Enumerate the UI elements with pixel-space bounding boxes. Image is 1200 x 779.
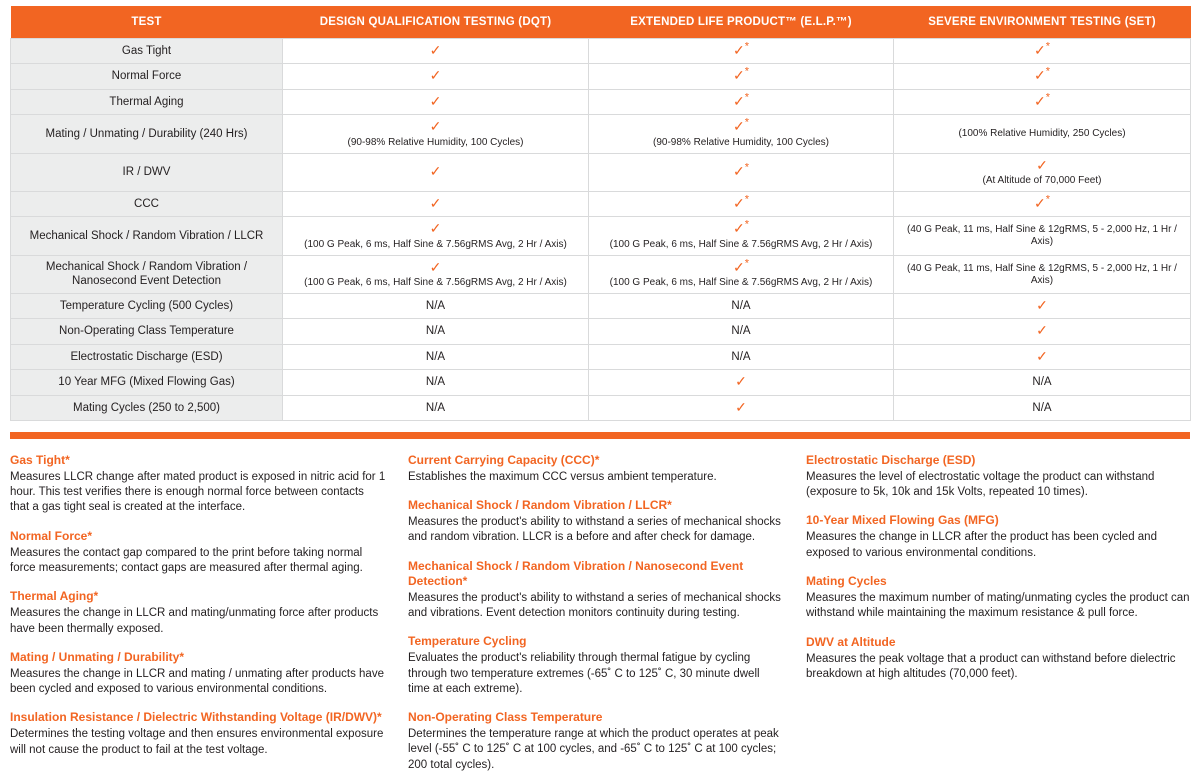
glossary-description: Measures the maximum number of mating/unmating cycles the product can withstand while maintaining the maximum resistance & pull force. — [806, 592, 1190, 620]
na-value: N/A — [731, 325, 751, 338]
glossary-item — [10, 453, 386, 516]
cell-note: (100 G Peak, 6 ms, Half Sine & 7.56gRMS Avg, 2 Hr / Axis) — [609, 277, 873, 288]
table-row — [11, 395, 1191, 420]
table-row — [11, 89, 1191, 114]
checkmark-icon: ✓ — [1036, 297, 1048, 313]
asterisk-marker: * — [744, 218, 749, 231]
glossary-term: DWV at Altitude — [806, 634, 896, 649]
asterisk-marker: * — [1045, 40, 1050, 53]
glossary-description: Evaluates the product's reliability through thermal fatigue by cycling through two temperature extremes (-65˚ C to 125˚ C, 30 minute dwell time at each extreme). — [408, 652, 760, 695]
checkmark-icon: ✓* — [1033, 65, 1050, 84]
row-label: Mating Cycles (250 to 2,500) — [11, 395, 283, 420]
cell-set — [894, 64, 1191, 89]
checkmark-icon: ✓* — [732, 91, 749, 109]
glossary-description: Measures the change in LLCR and mating/unmating force after products have been thermally exposed. — [10, 607, 379, 635]
row-label: CCC — [11, 191, 283, 216]
asterisk-marker: * — [744, 193, 749, 206]
glossary-item — [408, 559, 784, 622]
checkmark-icon: ✓* — [1033, 91, 1050, 109]
checkmark-icon: ✓ — [1036, 322, 1048, 339]
row-label: Normal Force — [11, 64, 283, 89]
cell-note: (100 G Peak, 6 ms, Half Sine & 7.56gRMS Avg, 2 Hr / Axis) — [304, 238, 567, 250]
glossary-item — [408, 498, 784, 546]
cell-elp — [589, 319, 894, 344]
cell-dqt — [283, 153, 589, 191]
cell-dqt — [283, 395, 589, 420]
na-value: N/A — [731, 300, 751, 312]
table-row — [11, 39, 1191, 64]
glossary-term: Gas Tight* — [10, 452, 70, 467]
cell-note: (40 G Peak, 11 ms, Half Sine & 12gRMS, 5 - 2,000 Hz, 1 Hr / Axis) — [907, 224, 1177, 248]
cell-set — [894, 370, 1191, 395]
section-divider — [10, 432, 1190, 439]
cell-set — [894, 294, 1191, 319]
cell-note: (90-98% Relative Humidity, 100 Cycles) — [653, 136, 829, 148]
cell-elp — [589, 370, 894, 395]
cell-note: (At Altitude of 70,000 Feet) — [982, 174, 1102, 186]
cell-elp — [589, 294, 894, 319]
glossary-term: Temperature Cycling — [408, 634, 527, 649]
table-row — [11, 64, 1191, 89]
row-label: IR / DWV — [11, 153, 283, 191]
checkmark-icon: ✓ — [429, 92, 442, 109]
table-row — [11, 319, 1191, 344]
checkmark-icon: ✓ — [1036, 347, 1048, 364]
checkmark-icon: ✓* — [732, 40, 749, 58]
glossary-term: 10-Year Mixed Flowing Gas (MFG) — [806, 513, 999, 528]
cell-set — [894, 255, 1191, 293]
cell-elp — [589, 344, 894, 369]
cell-elp — [589, 217, 894, 255]
glossary-item — [10, 589, 386, 637]
glossary-description: Measures the level of electrostatic voltage the product can withstand (exposure to 5k, 10k and 15k Volts, repeated 10 times). — [806, 470, 1155, 499]
table-row — [11, 344, 1191, 369]
cell-set — [894, 39, 1191, 64]
cell-dqt — [283, 217, 589, 255]
glossary-description: Measures LLCR change after mated product is exposed in nitric acid for 1 hour. This test verifies there is enough normal force between contacts that a gas tight seal is created at the interface. — [10, 470, 386, 514]
table-row — [11, 217, 1191, 255]
testing-matrix-table — [10, 6, 1191, 421]
cell-set — [894, 115, 1191, 153]
glossary-term: Mating Cycles — [806, 574, 887, 588]
asterisk-marker: * — [1045, 65, 1050, 78]
glossary-description: Measures the product's ability to withstand a series of mechanical shocks and random vibration. LLCR is a before and after check for damage. — [408, 516, 781, 544]
checkmark-icon: ✓ — [735, 373, 747, 390]
glossary-column-1 — [10, 453, 408, 779]
cell-set — [894, 89, 1191, 114]
cell-note: (100% Relative Humidity, 250 Cycles) — [958, 128, 1126, 140]
na-value: N/A — [425, 325, 446, 338]
table-row — [11, 370, 1191, 395]
column-header-elp: EXTENDED LIFE PRODUCT™ (E.L.P.™) — [589, 6, 894, 39]
checkmark-icon: ✓* — [732, 218, 749, 237]
glossary-term: Mating / Unmating / Durability* — [10, 649, 185, 664]
cell-note: (40 G Peak, 11 ms, Half Sine & 12gRMS, 5 - 2,000 Hz, 1 Hr / Axis) — [907, 262, 1177, 286]
table-row — [11, 153, 1191, 191]
glossary-item — [806, 513, 1190, 561]
row-label: Non-Operating Class Temperature — [11, 319, 283, 344]
cell-elp — [589, 153, 894, 191]
checkmark-icon: ✓* — [732, 161, 749, 179]
cell-dqt — [283, 39, 589, 64]
row-label: Mating / Unmating / Durability (240 Hrs) — [11, 115, 283, 153]
asterisk-marker: * — [1045, 91, 1050, 104]
cell-elp — [589, 115, 894, 153]
cell-dqt — [283, 319, 589, 344]
checkmark-icon: ✓ — [429, 118, 442, 135]
glossary-term: Mechanical Shock / Random Vibration / LLCR* — [408, 498, 672, 513]
checkmark-icon: ✓* — [1033, 40, 1050, 58]
row-label: Mechanical Shock / Random Vibration / Nanosecond Event Detection — [11, 255, 283, 293]
row-label: 10 Year MFG (Mixed Flowing Gas) — [11, 370, 283, 395]
checkmark-icon: ✓ — [1036, 156, 1048, 173]
checkmark-icon: ✓ — [429, 67, 442, 84]
na-value: N/A — [425, 401, 446, 414]
cell-dqt — [283, 64, 589, 89]
cell-dqt — [283, 255, 589, 293]
checkmark-icon: ✓* — [732, 116, 749, 135]
cell-dqt — [283, 115, 589, 153]
asterisk-marker: * — [744, 91, 749, 104]
glossary-description: Measures the product's ability to withstand a series of mechanical shocks and vibrations. Event detection monitors continuity during testing. — [408, 591, 781, 619]
cell-elp — [589, 191, 894, 216]
cell-set — [894, 153, 1191, 191]
glossary-term: Non-Operating Class Temperature — [408, 710, 603, 725]
cell-elp — [589, 89, 894, 114]
glossary-item — [806, 635, 1190, 683]
checkmark-icon: ✓* — [732, 65, 749, 84]
column-header-dqt: DESIGN QUALIFICATION TESTING (DQT) — [283, 6, 589, 39]
glossary-column-3 — [806, 453, 1190, 779]
na-value: N/A — [1032, 401, 1052, 414]
glossary-description: Determines the temperature range at which the product operates at peak level (-55˚ C to 125˚ C at 100 cycles, and -65˚ C to 125˚ C at 100 cycles; 200 total cycles). — [408, 728, 779, 771]
cell-set — [894, 344, 1191, 369]
cell-dqt — [283, 370, 589, 395]
column-header-set: SEVERE ENVIRONMENT TESTING (SET) — [894, 6, 1191, 39]
checkmark-icon: ✓* — [732, 256, 749, 275]
glossary-section — [10, 453, 1190, 779]
glossary-term: Insulation Resistance / Dielectric Withstanding Voltage (IR/DWV)* — [10, 710, 382, 725]
checkmark-icon: ✓ — [429, 258, 442, 275]
row-label: Gas Tight — [11, 39, 283, 64]
glossary-item — [806, 453, 1190, 501]
glossary-item — [408, 453, 784, 485]
table-row — [11, 191, 1191, 216]
asterisk-marker: * — [744, 40, 749, 53]
glossary-description: Measures the change in LLCR after the product has been cycled and exposed to various environmental conditions. — [806, 531, 1157, 559]
table-row — [11, 294, 1191, 319]
glossary-term: Current Carrying Capacity (CCC)* — [408, 452, 600, 467]
table-header — [11, 6, 1191, 39]
glossary-item — [408, 710, 784, 773]
table-header-row — [11, 6, 1191, 39]
glossary-description: Establishes the maximum CCC versus ambient temperature. — [408, 470, 717, 483]
asterisk-marker: * — [744, 65, 749, 78]
asterisk-marker: * — [744, 116, 749, 129]
na-value: N/A — [731, 350, 751, 363]
glossary-description: Measures the contact gap compared to the print before taking normal force measurements; contact gaps are measured after thermal aging. — [10, 546, 363, 574]
table-body — [11, 39, 1191, 421]
cell-dqt — [283, 89, 589, 114]
glossary-column-2 — [408, 453, 806, 779]
column-header-test: TEST — [11, 6, 283, 39]
glossary-term: Mechanical Shock / Random Vibration / Nanosecond Event Detection* — [408, 558, 744, 588]
na-value: N/A — [1032, 376, 1052, 389]
cell-dqt — [283, 344, 589, 369]
checkmark-icon: ✓* — [732, 193, 749, 211]
table-row — [11, 115, 1191, 153]
table-row — [11, 255, 1191, 293]
glossary-term: Normal Force* — [10, 528, 93, 543]
glossary-description: Determines the testing voltage and then ensures environmental exposure will not cause the product to fail at the test voltage. — [10, 728, 384, 756]
checkmark-icon: ✓ — [735, 398, 747, 415]
glossary-term: Thermal Aging* — [10, 589, 99, 604]
checkmark-icon: ✓* — [1033, 193, 1050, 211]
glossary-item — [806, 574, 1190, 622]
na-value: N/A — [425, 300, 446, 312]
row-label: Electrostatic Discharge (ESD) — [11, 344, 283, 369]
asterisk-marker: * — [1045, 193, 1050, 206]
cell-set — [894, 319, 1191, 344]
glossary-item — [10, 529, 386, 577]
cell-elp — [589, 64, 894, 89]
cell-dqt — [283, 294, 589, 319]
row-label: Thermal Aging — [11, 89, 283, 114]
cell-set — [894, 395, 1191, 420]
cell-set — [894, 191, 1191, 216]
cell-set — [894, 217, 1191, 255]
na-value: N/A — [425, 376, 446, 389]
checkmark-icon: ✓ — [429, 220, 442, 237]
glossary-description: Measures the change in LLCR and mating / unmating after products have been cycled and exposed to various environmental conditions. — [10, 667, 384, 696]
glossary-term: Electrostatic Discharge (ESD) — [806, 452, 976, 467]
cell-dqt — [283, 191, 589, 216]
cell-elp — [589, 255, 894, 293]
cell-elp — [589, 395, 894, 420]
asterisk-marker: * — [744, 161, 749, 174]
glossary-description: Measures the peak voltage that a product can withstand before dielectric breakdown at high altitudes (70,000 feet). — [806, 652, 1176, 680]
glossary-item — [408, 634, 784, 697]
asterisk-marker: * — [744, 256, 749, 269]
row-label: Temperature Cycling (500 Cycles) — [11, 294, 283, 319]
checkmark-icon: ✓ — [429, 42, 442, 58]
cell-elp — [589, 39, 894, 64]
cell-note: (90-98% Relative Humidity, 100 Cycles) — [347, 136, 524, 148]
na-value: N/A — [425, 350, 446, 363]
glossary-item — [10, 710, 386, 758]
cell-note: (100 G Peak, 6 ms, Half Sine & 7.56gRMS Avg, 2 Hr / Axis) — [304, 277, 567, 288]
glossary-item — [10, 650, 386, 698]
checkmark-icon: ✓ — [429, 163, 442, 179]
row-label: Mechanical Shock / Random Vibration / LLCR — [11, 217, 283, 255]
checkmark-icon: ✓ — [429, 194, 442, 211]
cell-note: (100 G Peak, 6 ms, Half Sine & 7.56gRMS Avg, 2 Hr / Axis) — [609, 238, 873, 250]
